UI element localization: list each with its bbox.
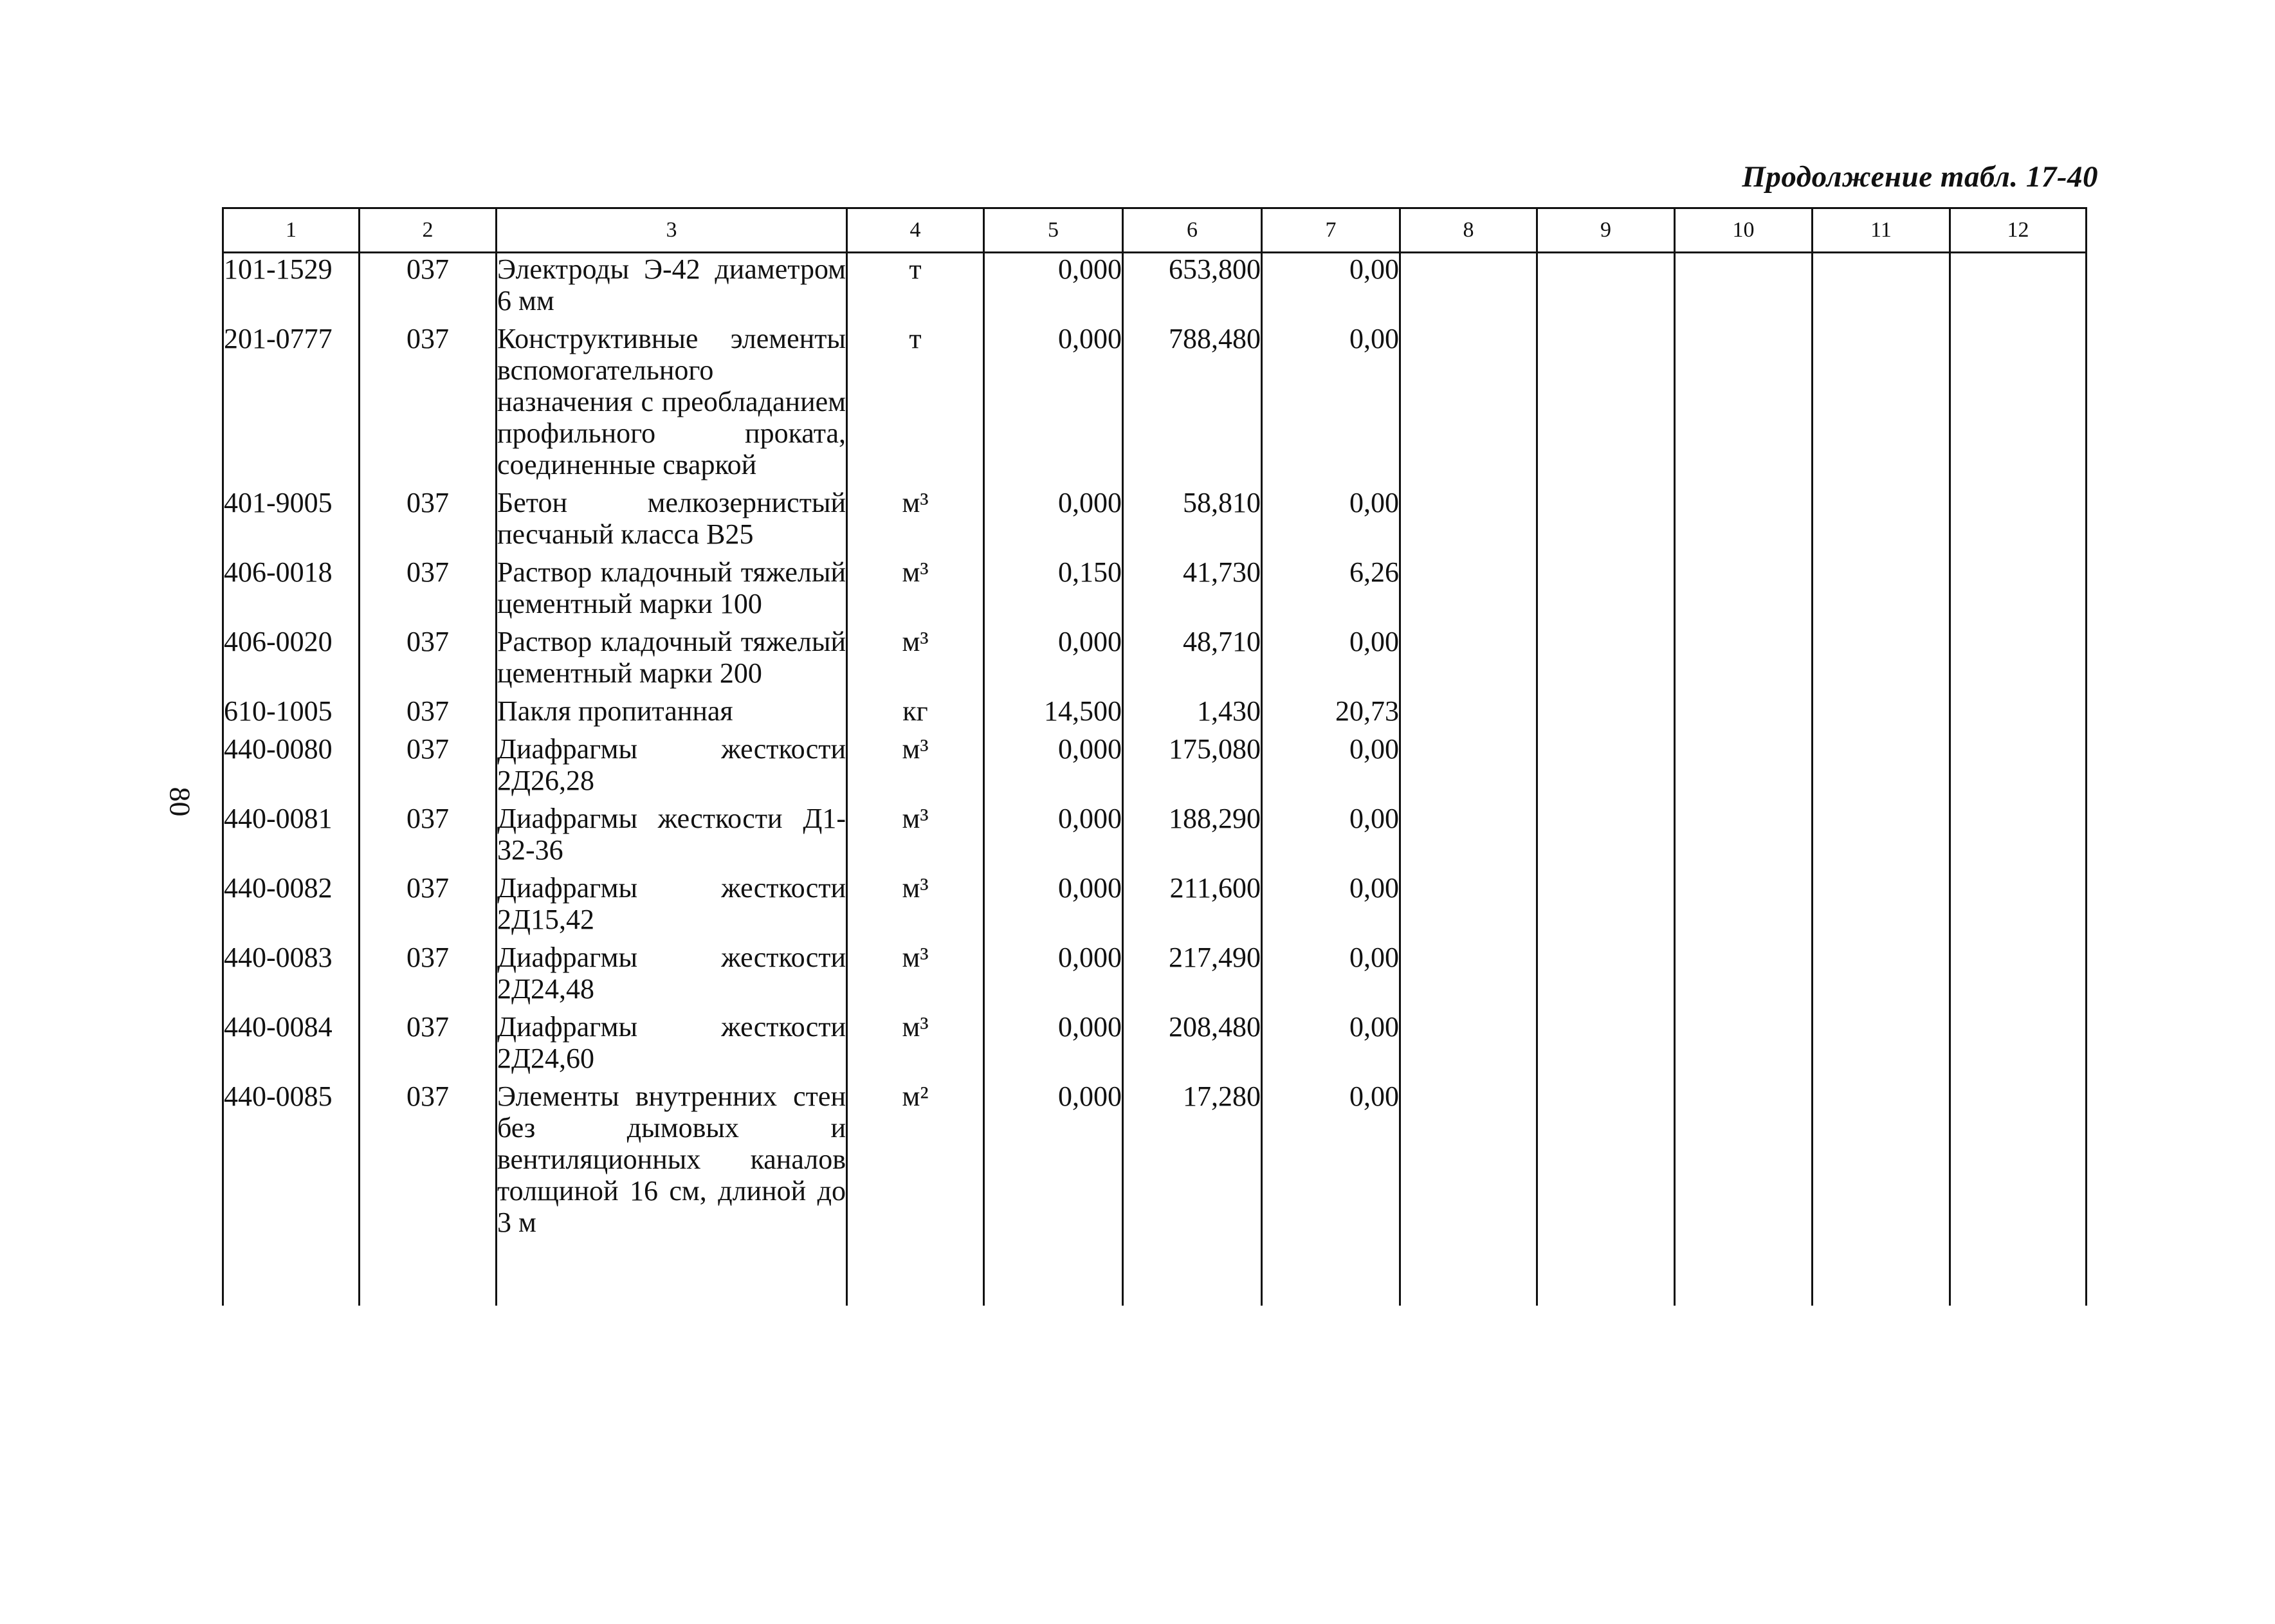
column-7-value-cell: 0,00 <box>1262 323 1400 487</box>
column-5-value-cell: 0,150 <box>984 556 1123 626</box>
filler-cell <box>847 1245 984 1306</box>
column-7-value-cell: 0,00 <box>1262 1011 1400 1081</box>
column-8-empty-cell <box>1400 487 1537 556</box>
resource-name-cell: Диафрагмы жесткости 2Д24,60 <box>497 1011 847 1081</box>
column-6-value-cell: 208,480 <box>1123 1011 1262 1081</box>
column-5-value-cell: 0,000 <box>984 323 1123 487</box>
column-7-value-cell: 0,00 <box>1262 733 1400 803</box>
column-9-empty-cell <box>1537 733 1675 803</box>
resource-name-cell: Диафрагмы жесткости Д1-32-36 <box>497 803 847 872</box>
filler-cell <box>223 1245 360 1306</box>
column-9-empty-cell <box>1537 487 1675 556</box>
column-header-4: 4 <box>847 208 984 253</box>
resource-name-cell: Бетон мелкозернистый песчаный класса В25 <box>497 487 847 556</box>
column-10-empty-cell <box>1675 803 1813 872</box>
column-9-empty-cell <box>1537 1081 1675 1245</box>
column-5-value-cell: 0,000 <box>984 803 1123 872</box>
unit-cell: м³ <box>847 487 984 556</box>
column-8-empty-cell <box>1400 942 1537 1011</box>
column-2-cell: 037 <box>360 626 497 695</box>
column-12-empty-cell <box>1950 626 2087 695</box>
column-5-value-cell: 0,000 <box>984 253 1123 324</box>
filler-cell <box>1950 1245 2087 1306</box>
table-row <box>223 1081 2087 1245</box>
resource-name-cell: Пакля пропитанная <box>497 695 847 733</box>
column-2-cell: 037 <box>360 872 497 942</box>
resource-name-cell: Раствор кладочный тяжелый цементный марки 200 <box>497 626 847 695</box>
table-row <box>223 253 2087 324</box>
column-12-empty-cell <box>1950 323 2087 487</box>
column-9-empty-cell <box>1537 872 1675 942</box>
column-12-empty-cell <box>1950 253 2087 324</box>
unit-cell: м³ <box>847 803 984 872</box>
table-row <box>223 803 2087 872</box>
resource-code-cell: 440-0084 <box>223 1011 360 1081</box>
resource-code-cell: 406-0020 <box>223 626 360 695</box>
column-2-cell: 037 <box>360 323 497 487</box>
column-10-empty-cell <box>1675 556 1813 626</box>
column-10-empty-cell <box>1675 1081 1813 1245</box>
column-7-value-cell: 0,00 <box>1262 1081 1400 1245</box>
table-row <box>223 1011 2087 1081</box>
table-caption: Продолжение табл. 17-40 <box>1742 160 2098 194</box>
column-12-empty-cell <box>1950 803 2087 872</box>
column-2-cell: 037 <box>360 556 497 626</box>
column-10-empty-cell <box>1675 695 1813 733</box>
column-8-empty-cell <box>1400 872 1537 942</box>
resource-code-cell: 440-0083 <box>223 942 360 1011</box>
table-body <box>223 253 2087 1306</box>
column-header-1: 1 <box>223 208 360 253</box>
column-9-empty-cell <box>1537 1011 1675 1081</box>
unit-cell: м³ <box>847 942 984 1011</box>
column-11-empty-cell <box>1813 487 1950 556</box>
column-2-cell: 037 <box>360 1011 497 1081</box>
column-header-7: 7 <box>1262 208 1400 253</box>
column-8-empty-cell <box>1400 626 1537 695</box>
column-6-value-cell: 188,290 <box>1123 803 1262 872</box>
column-11-empty-cell <box>1813 803 1950 872</box>
table-row <box>223 733 2087 803</box>
column-8-empty-cell <box>1400 323 1537 487</box>
column-7-value-cell: 0,00 <box>1262 253 1400 324</box>
filler-cell <box>1123 1245 1262 1306</box>
unit-cell: м³ <box>847 872 984 942</box>
column-header-2: 2 <box>360 208 497 253</box>
column-10-empty-cell <box>1675 626 1813 695</box>
unit-cell: кг <box>847 695 984 733</box>
column-9-empty-cell <box>1537 942 1675 1011</box>
column-11-empty-cell <box>1813 872 1950 942</box>
column-header-9: 9 <box>1537 208 1675 253</box>
column-9-empty-cell <box>1537 253 1675 324</box>
column-6-value-cell: 48,710 <box>1123 626 1262 695</box>
column-header-6: 6 <box>1123 208 1262 253</box>
column-6-value-cell: 211,600 <box>1123 872 1262 942</box>
column-2-cell: 037 <box>360 695 497 733</box>
column-8-empty-cell <box>1400 253 1537 324</box>
resource-name-cell: Электроды Э-42 диаметром 6 мм <box>497 253 847 324</box>
column-2-cell: 037 <box>360 733 497 803</box>
resource-code-cell: 610-1005 <box>223 695 360 733</box>
resource-name-cell: Конструктивные элементы вспомогательного назначения с преобладанием профильного проката, соединенные сваркой <box>497 323 847 487</box>
column-10-empty-cell <box>1675 323 1813 487</box>
column-5-value-cell: 0,000 <box>984 733 1123 803</box>
resource-code-cell: 440-0081 <box>223 803 360 872</box>
column-9-empty-cell <box>1537 556 1675 626</box>
resource-code-cell: 201-0777 <box>223 323 360 487</box>
column-5-value-cell: 14,500 <box>984 695 1123 733</box>
resource-code-cell: 440-0085 <box>223 1081 360 1245</box>
column-6-value-cell: 788,480 <box>1123 323 1262 487</box>
column-12-empty-cell <box>1950 1081 2087 1245</box>
column-8-empty-cell <box>1400 1011 1537 1081</box>
resource-name-cell: Элементы внутренних стен без дымовых и вентиляционных каналов толщиной 16 см, длиной до 3 м <box>497 1081 847 1245</box>
column-11-empty-cell <box>1813 323 1950 487</box>
column-6-value-cell: 17,280 <box>1123 1081 1262 1245</box>
column-12-empty-cell <box>1950 942 2087 1011</box>
resource-code-cell: 440-0082 <box>223 872 360 942</box>
unit-cell: м³ <box>847 1011 984 1081</box>
filler-cell <box>1675 1245 1813 1306</box>
column-header-11: 11 <box>1813 208 1950 253</box>
column-10-empty-cell <box>1675 253 1813 324</box>
column-9-empty-cell <box>1537 803 1675 872</box>
column-10-empty-cell <box>1675 487 1813 556</box>
column-6-value-cell: 1,430 <box>1123 695 1262 733</box>
resource-name-cell: Диафрагмы жесткости 2Д15,42 <box>497 872 847 942</box>
column-9-empty-cell <box>1537 695 1675 733</box>
column-2-cell: 037 <box>360 803 497 872</box>
column-8-empty-cell <box>1400 695 1537 733</box>
column-7-value-cell: 0,00 <box>1262 626 1400 695</box>
column-11-empty-cell <box>1813 733 1950 803</box>
table-row <box>223 942 2087 1011</box>
column-12-empty-cell <box>1950 1011 2087 1081</box>
column-6-value-cell: 653,800 <box>1123 253 1262 324</box>
column-11-empty-cell <box>1813 942 1950 1011</box>
column-12-empty-cell <box>1950 556 2087 626</box>
column-2-cell: 037 <box>360 487 497 556</box>
column-header-12: 12 <box>1950 208 2087 253</box>
column-12-empty-cell <box>1950 872 2087 942</box>
column-11-empty-cell <box>1813 626 1950 695</box>
column-12-empty-cell <box>1950 695 2087 733</box>
column-7-value-cell: 6,26 <box>1262 556 1400 626</box>
table-filler-row <box>223 1245 2087 1306</box>
column-5-value-cell: 0,000 <box>984 1081 1123 1245</box>
column-8-empty-cell <box>1400 1081 1537 1245</box>
column-7-value-cell: 20,73 <box>1262 695 1400 733</box>
column-5-value-cell: 0,000 <box>984 872 1123 942</box>
column-8-empty-cell <box>1400 556 1537 626</box>
column-header-5: 5 <box>984 208 1123 253</box>
filler-cell <box>1400 1245 1537 1306</box>
unit-cell: м³ <box>847 626 984 695</box>
column-6-value-cell: 217,490 <box>1123 942 1262 1011</box>
filler-cell <box>984 1245 1123 1306</box>
column-5-value-cell: 0,000 <box>984 1011 1123 1081</box>
unit-cell: т <box>847 253 984 324</box>
column-8-empty-cell <box>1400 733 1537 803</box>
column-10-empty-cell <box>1675 942 1813 1011</box>
resource-code-cell: 406-0018 <box>223 556 360 626</box>
header-row <box>223 208 2087 253</box>
column-5-value-cell: 0,000 <box>984 626 1123 695</box>
column-10-empty-cell <box>1675 872 1813 942</box>
table-row <box>223 695 2087 733</box>
unit-cell: м³ <box>847 733 984 803</box>
column-5-value-cell: 0,000 <box>984 942 1123 1011</box>
column-12-empty-cell <box>1950 733 2087 803</box>
resource-name-cell: Диафрагмы жесткости 2Д24,48 <box>497 942 847 1011</box>
column-12-empty-cell <box>1950 487 2087 556</box>
resource-name-cell: Раствор кладочный тяжелый цементный марки 100 <box>497 556 847 626</box>
unit-cell: м³ <box>847 556 984 626</box>
column-11-empty-cell <box>1813 556 1950 626</box>
table-row <box>223 323 2087 487</box>
filler-cell <box>360 1245 497 1306</box>
table-row <box>223 556 2087 626</box>
column-6-value-cell: 41,730 <box>1123 556 1262 626</box>
resource-code-cell: 401-9005 <box>223 487 360 556</box>
column-7-value-cell: 0,00 <box>1262 872 1400 942</box>
column-6-value-cell: 58,810 <box>1123 487 1262 556</box>
resource-table <box>222 207 2087 1306</box>
column-header-10: 10 <box>1675 208 1813 253</box>
column-11-empty-cell <box>1813 1011 1950 1081</box>
table-row <box>223 487 2087 556</box>
column-7-value-cell: 0,00 <box>1262 942 1400 1011</box>
filler-cell <box>1262 1245 1400 1306</box>
column-2-cell: 037 <box>360 942 497 1011</box>
column-7-value-cell: 0,00 <box>1262 487 1400 556</box>
resource-code-cell: 101-1529 <box>223 253 360 324</box>
column-7-value-cell: 0,00 <box>1262 803 1400 872</box>
filler-cell <box>1537 1245 1675 1306</box>
column-6-value-cell: 175,080 <box>1123 733 1262 803</box>
unit-cell: м² <box>847 1081 984 1245</box>
column-8-empty-cell <box>1400 803 1537 872</box>
column-5-value-cell: 0,000 <box>984 487 1123 556</box>
unit-cell: т <box>847 323 984 487</box>
column-11-empty-cell <box>1813 1081 1950 1245</box>
column-header-8: 8 <box>1400 208 1537 253</box>
column-9-empty-cell <box>1537 323 1675 487</box>
column-2-cell: 037 <box>360 1081 497 1245</box>
column-10-empty-cell <box>1675 1011 1813 1081</box>
column-header-3: 3 <box>497 208 847 253</box>
table-row <box>223 626 2087 695</box>
page-number: 80 <box>163 787 197 817</box>
resource-name-cell: Диафрагмы жесткости 2Д26,28 <box>497 733 847 803</box>
column-11-empty-cell <box>1813 695 1950 733</box>
column-2-cell: 037 <box>360 253 497 324</box>
filler-cell <box>1813 1245 1950 1306</box>
column-9-empty-cell <box>1537 626 1675 695</box>
table-row <box>223 872 2087 942</box>
column-10-empty-cell <box>1675 733 1813 803</box>
filler-cell <box>497 1245 847 1306</box>
column-11-empty-cell <box>1813 253 1950 324</box>
resource-code-cell: 440-0080 <box>223 733 360 803</box>
